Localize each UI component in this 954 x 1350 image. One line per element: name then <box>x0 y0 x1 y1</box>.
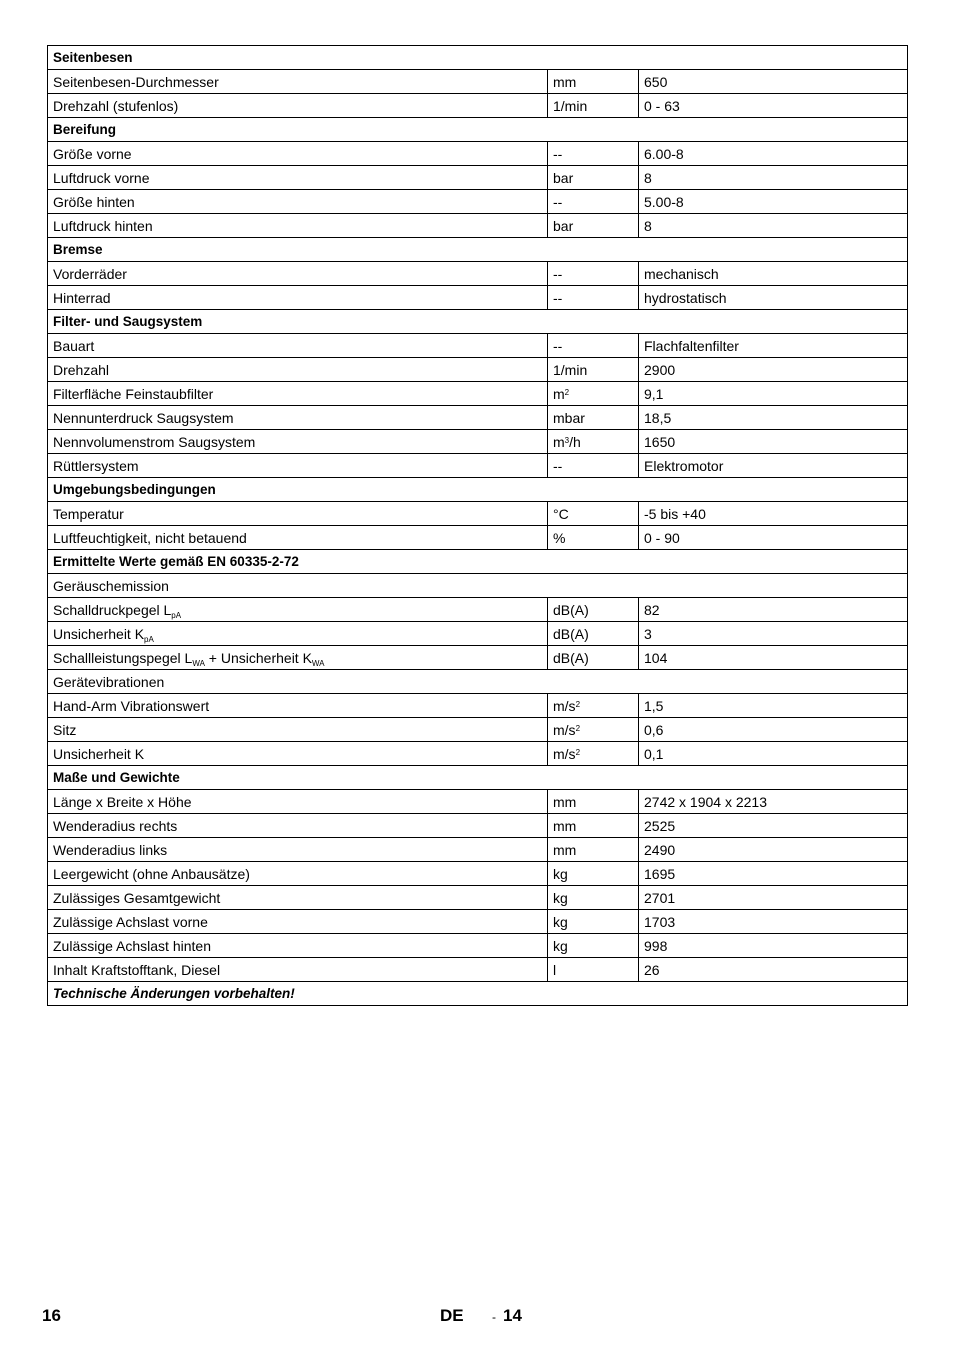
language-code: DE <box>440 1306 464 1325</box>
section-title: Seitenbesen <box>48 46 908 70</box>
text-part: dB(A) <box>553 649 589 666</box>
section-header-row <box>48 238 908 262</box>
spec-unit <box>548 382 639 406</box>
spec-unit <box>548 694 639 718</box>
text-part: m <box>553 385 565 402</box>
subheading-title: Geräuschemission <box>48 574 908 598</box>
section-header-row <box>48 550 908 574</box>
text-part: % <box>553 529 566 546</box>
spec-value: 26 <box>639 958 908 982</box>
spec-unit <box>548 838 639 862</box>
spec-label <box>48 142 548 166</box>
text-part: -- <box>553 193 563 210</box>
table-row <box>48 598 908 622</box>
technical-data-table <box>47 45 908 1006</box>
spec-label <box>48 886 548 910</box>
superscript: 2 <box>575 723 581 733</box>
spec-value: 3 <box>639 622 908 646</box>
text-part: kg <box>553 937 568 954</box>
table-row <box>48 502 908 526</box>
text-part: Inhalt Kraftstofftank, Diesel <box>53 961 221 978</box>
section-title: Filter- und Saugsystem <box>48 310 908 334</box>
text-part: Schallleistungspegel L <box>53 649 193 666</box>
text-part: mm <box>553 793 577 810</box>
spec-label <box>48 814 548 838</box>
spec-value: Elektromotor <box>639 454 908 478</box>
spec-unit <box>548 142 639 166</box>
text-part: Hand-Arm Vibrationswert <box>53 697 210 714</box>
spec-unit <box>548 622 639 646</box>
spec-value: 2701 <box>639 886 908 910</box>
spec-unit <box>548 358 639 382</box>
spec-value: 1695 <box>639 862 908 886</box>
text-part: mm <box>553 817 577 834</box>
table-row <box>48 910 908 934</box>
spec-value: 0 - 90 <box>639 526 908 550</box>
superscript: 2 <box>575 699 581 709</box>
table-row <box>48 694 908 718</box>
section-page-number: 14 <box>503 1306 522 1325</box>
spec-label <box>48 502 548 526</box>
table-row <box>48 814 908 838</box>
spec-label <box>48 406 548 430</box>
table-row <box>48 286 908 310</box>
spec-label <box>48 382 548 406</box>
spec-value: 8 <box>639 166 908 190</box>
spec-unit <box>548 430 639 454</box>
text-part: Wenderadius links <box>53 841 168 858</box>
spec-unit <box>548 910 639 934</box>
spec-label <box>48 742 548 766</box>
spec-label <box>48 838 548 862</box>
spec-label <box>48 70 548 94</box>
text-part: Wenderadius rechts <box>53 817 178 834</box>
spec-label <box>48 358 548 382</box>
section-header-row <box>48 766 908 790</box>
text-part: bar <box>553 169 574 186</box>
text-part: bar <box>553 217 574 234</box>
spec-unit <box>548 166 639 190</box>
text-part: dB(A) <box>553 601 589 618</box>
section-title: Umgebungsbedingungen <box>48 478 908 502</box>
spec-label <box>48 454 548 478</box>
table-row <box>48 958 908 982</box>
superscript: 2 <box>564 387 570 397</box>
table-row <box>48 358 908 382</box>
spec-value: 5.00-8 <box>639 190 908 214</box>
spec-value: 1,5 <box>639 694 908 718</box>
text-part: Temperatur <box>53 505 124 522</box>
spec-value: -5 bis +40 <box>639 502 908 526</box>
text-part: Schalldruckpegel L <box>53 601 172 618</box>
spec-unit <box>548 214 639 238</box>
spec-value: 6.00-8 <box>639 142 908 166</box>
table-row <box>48 526 908 550</box>
spec-label <box>48 430 548 454</box>
spec-label <box>48 646 548 670</box>
spec-label <box>48 214 548 238</box>
text-part: Rüttlersystem <box>53 457 139 474</box>
spec-label <box>48 286 548 310</box>
table-row <box>48 454 908 478</box>
spec-unit <box>548 406 639 430</box>
text-part: -- <box>553 457 563 474</box>
text-part: -- <box>553 145 563 162</box>
text-part: Unsicherheit K <box>53 625 145 642</box>
section-title: Bremse <box>48 238 908 262</box>
table-row <box>48 862 908 886</box>
spec-value: 18,5 <box>639 406 908 430</box>
text-part: kg <box>553 865 568 882</box>
text-part: 1/min <box>553 361 588 378</box>
spec-label <box>48 190 548 214</box>
text-part: Luftdruck vorne <box>53 169 150 186</box>
spec-label <box>48 262 548 286</box>
spec-value: 0 - 63 <box>639 94 908 118</box>
spec-unit <box>548 886 639 910</box>
table-row <box>48 742 908 766</box>
text-part: -- <box>553 337 563 354</box>
subscript: WA <box>311 658 325 668</box>
spec-unit <box>548 526 639 550</box>
text-part: dB(A) <box>553 625 589 642</box>
spec-unit <box>548 94 639 118</box>
section-header-row <box>48 310 908 334</box>
spec-value: 1650 <box>639 430 908 454</box>
text-part: Zulässige Achslast hinten <box>53 937 211 954</box>
table-row <box>48 430 908 454</box>
spec-value: 8 <box>639 214 908 238</box>
text-part: m <box>553 433 565 450</box>
text-part: Zulässiges Gesamtgewicht <box>53 889 221 906</box>
subheading-row <box>48 574 908 598</box>
section-header-row <box>48 478 908 502</box>
subscript: pA <box>171 610 182 620</box>
text-part: Länge x Breite x Höhe <box>53 793 192 810</box>
spec-unit <box>548 454 639 478</box>
section-title: Bereifung <box>48 118 908 142</box>
footnote-text: Technische Änderungen vorbehalten! <box>48 982 908 1006</box>
subheading-title: Gerätevibrationen <box>48 670 908 694</box>
text-part: m/s <box>553 745 576 762</box>
table-row <box>48 262 908 286</box>
spec-value: 2742 x 1904 x 2213 <box>639 790 908 814</box>
spec-unit <box>548 934 639 958</box>
superscript: 2 <box>575 747 581 757</box>
text-part: -- <box>553 265 563 282</box>
spec-label <box>48 598 548 622</box>
text-part: -- <box>553 289 563 306</box>
spec-unit <box>548 190 639 214</box>
text-part: Drehzahl <box>53 361 110 378</box>
spec-unit <box>548 958 639 982</box>
page-separator: - <box>492 1310 496 1324</box>
spec-unit <box>548 262 639 286</box>
subscript: WA <box>192 658 205 668</box>
table-row <box>48 94 908 118</box>
text-part: mbar <box>553 409 585 426</box>
text-part: Größe vorne <box>53 145 132 162</box>
text-part: Sitz <box>53 721 77 738</box>
superscript: 3 <box>564 435 570 445</box>
spec-label <box>48 934 548 958</box>
page-number: 16 <box>42 1306 61 1325</box>
table-row <box>48 646 908 670</box>
spec-unit <box>548 70 639 94</box>
spec-label <box>48 718 548 742</box>
spec-value: 104 <box>639 646 908 670</box>
table-row <box>48 166 908 190</box>
text-part: °C <box>553 505 569 522</box>
spec-value: 82 <box>639 598 908 622</box>
spec-unit <box>548 334 639 358</box>
text-part: Leergewicht (ohne Anbausätze) <box>53 865 250 882</box>
text-part: m/s <box>553 721 576 738</box>
text-part: m/s <box>553 697 576 714</box>
text-part: Bauart <box>53 337 95 354</box>
spec-value: 998 <box>639 934 908 958</box>
spec-unit <box>548 742 639 766</box>
spec-label <box>48 166 548 190</box>
text-part: Seitenbesen-Durchmesser <box>53 73 219 90</box>
table-row <box>48 790 908 814</box>
table-row <box>48 214 908 238</box>
text-part: Nennvolumenstrom Saugsystem <box>53 433 256 450</box>
spec-value: Flachfaltenfilter <box>639 334 908 358</box>
table-row <box>48 886 908 910</box>
subheading-row <box>48 670 908 694</box>
table-row <box>48 142 908 166</box>
spec-unit <box>548 790 639 814</box>
text-part: Luftdruck hinten <box>53 217 153 234</box>
spec-label <box>48 862 548 886</box>
spec-unit <box>548 718 639 742</box>
spec-unit <box>548 862 639 886</box>
spec-value: 1703 <box>639 910 908 934</box>
table-row <box>48 718 908 742</box>
table-row <box>48 190 908 214</box>
section-title: Ermittelte Werte gemäß EN 60335-2-72 <box>48 550 908 574</box>
spec-unit <box>548 814 639 838</box>
spec-value: 0,6 <box>639 718 908 742</box>
text-part: Drehzahl (stufenlos) <box>53 97 179 114</box>
text-part: Vorderräder <box>53 265 127 282</box>
spec-label <box>48 958 548 982</box>
spec-unit <box>548 598 639 622</box>
table-row <box>48 70 908 94</box>
spec-unit <box>548 646 639 670</box>
table-row <box>48 382 908 406</box>
spec-value: 2490 <box>639 838 908 862</box>
table-row <box>48 622 908 646</box>
spec-label <box>48 622 548 646</box>
spec-value: 0,1 <box>639 742 908 766</box>
spec-label <box>48 334 548 358</box>
spec-label <box>48 526 548 550</box>
text-part: Zulässige Achslast vorne <box>53 913 208 930</box>
text-part: + Unsicherheit K <box>204 649 312 666</box>
text-part: Luftfeuchtigkeit, nicht betauend <box>53 529 247 546</box>
spec-unit <box>548 286 639 310</box>
section-title: Maße und Gewichte <box>48 766 908 790</box>
table-row <box>48 406 908 430</box>
text-part: Filterfläche Feinstaubfilter <box>53 385 214 402</box>
text-part: 1/min <box>553 97 588 114</box>
spec-unit <box>548 502 639 526</box>
spec-label <box>48 94 548 118</box>
technical-data-body <box>48 46 908 1006</box>
text-part: Unsicherheit K <box>53 745 145 762</box>
subscript: pA <box>144 634 154 644</box>
text-part: mm <box>553 73 577 90</box>
text-part: kg <box>553 913 568 930</box>
text-part: kg <box>553 889 568 906</box>
section-header-row <box>48 46 908 70</box>
text-part: mm <box>553 841 577 858</box>
text-part: /h <box>569 433 581 450</box>
text-part: Größe hinten <box>53 193 135 210</box>
spec-value: hydrostatisch <box>639 286 908 310</box>
text-part: Nennunterdruck Saugsystem <box>53 409 234 426</box>
spec-label <box>48 910 548 934</box>
text-part: Hinterrad <box>53 289 111 306</box>
table-row <box>48 838 908 862</box>
text-part: l <box>553 961 557 978</box>
spec-value: 2900 <box>639 358 908 382</box>
spec-value: mechanisch <box>639 262 908 286</box>
note-row <box>48 982 908 1006</box>
table-row <box>48 334 908 358</box>
spec-label <box>48 790 548 814</box>
table-row <box>48 934 908 958</box>
spec-value: 9,1 <box>639 382 908 406</box>
spec-label <box>48 694 548 718</box>
spec-value: 2525 <box>639 814 908 838</box>
spec-value: 650 <box>639 70 908 94</box>
section-header-row <box>48 118 908 142</box>
